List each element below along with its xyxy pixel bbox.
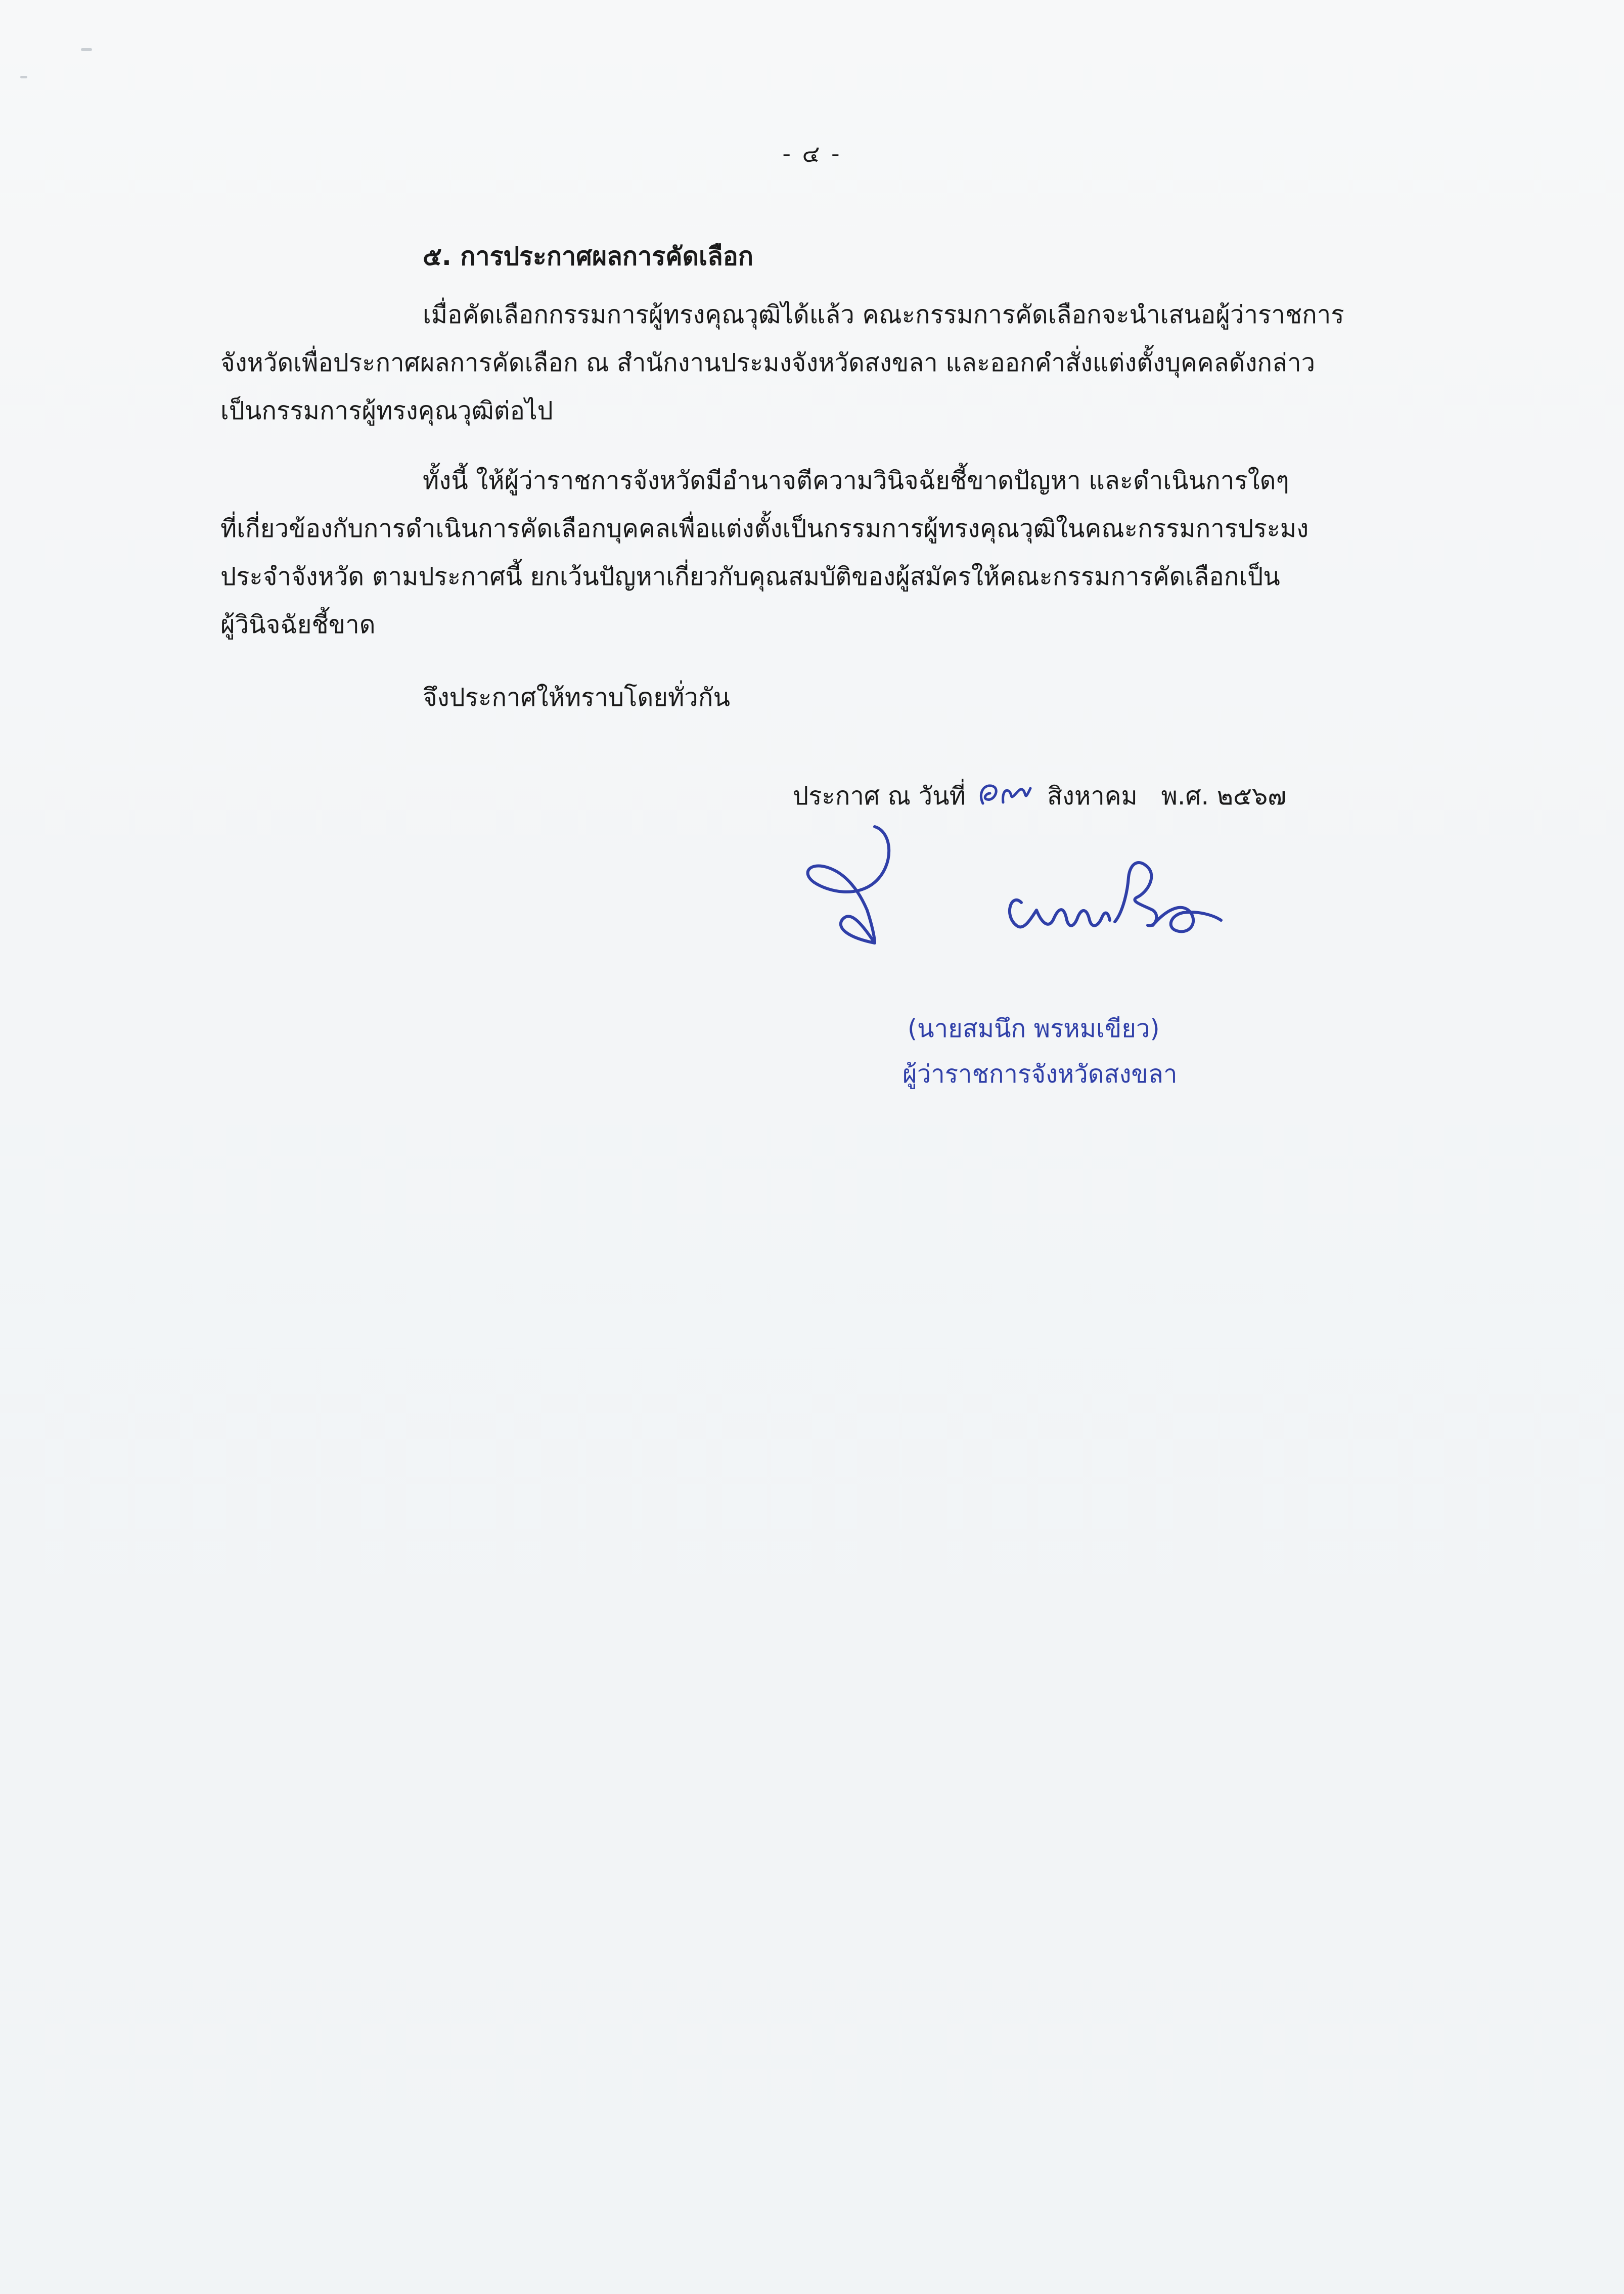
paragraph-line: เป็นกรรมการผู้ทรงคุณวุฒิต่อไป: [220, 396, 553, 425]
paragraph-line: ที่เกี่ยวข้องกับการดำเนินการคัดเลือกบุคคลเพื่อแต่งตั้งเป็นกรรมการผู้ทรงคุณวุฒิในคณะกรรมการประมง: [220, 514, 1309, 543]
closing-statement: จึงประกาศให้ทราบโดยทั่วกัน: [423, 683, 730, 712]
date-prefix: ประกาศ ณ วันที่: [793, 782, 966, 811]
paragraph-line: เมื่อคัดเลือกกรรมการผู้ทรงคุณวุฒิได้แล้ว คณะกรรมการคัดเลือกจะนำเสนอผู้ว่าราชการ: [423, 300, 1344, 329]
scan-speck: [81, 48, 92, 51]
governor-signature: [799, 817, 1254, 999]
signer-title: ผู้ว่าราชการจังหวัดสงขลา: [903, 1060, 1178, 1089]
paragraph-announcement-results: [220, 291, 1479, 435]
paragraph-line: ทั้งนี้ ให้ผู้ว่าราชการจังหวัดมีอำนาจตีความวินิจฉัยชี้ขาดปัญหา และดำเนินการใดๆ: [423, 466, 1289, 495]
date-year: พ.ศ. ๒๕๖๗: [1161, 782, 1287, 811]
paragraph-line: จังหวัดเพื่อประกาศผลการคัดเลือก ณ สำนักงานประมงจังหวัดสงขลา และออกคำสั่งแต่งตั้งบุคคลดังกล่าว: [220, 348, 1316, 377]
paragraph-line: ประจำจังหวัด ตามประกาศนี้ ยกเว้นปัญหาเกี่ยวกับคุณสมบัติของผู้สมัครให้คณะกรรมการคัดเลือกเป็น: [220, 562, 1280, 591]
paragraph-line: ผู้วินิจฉัยชี้ขาด: [220, 610, 376, 639]
section-heading: ๕. การประกาศผลการคัดเลือก: [423, 242, 754, 271]
handwritten-day-mark: [974, 773, 1045, 819]
signer-name: (นายสมนึก พรหมเขียว): [908, 1014, 1160, 1043]
scan-speck: [20, 76, 27, 78]
page-number: - ๔ -: [782, 140, 842, 167]
date-month: สิงหาคม: [1047, 782, 1138, 811]
announcement-date: [793, 776, 1286, 816]
paragraph-governor-authority: [220, 457, 1479, 649]
